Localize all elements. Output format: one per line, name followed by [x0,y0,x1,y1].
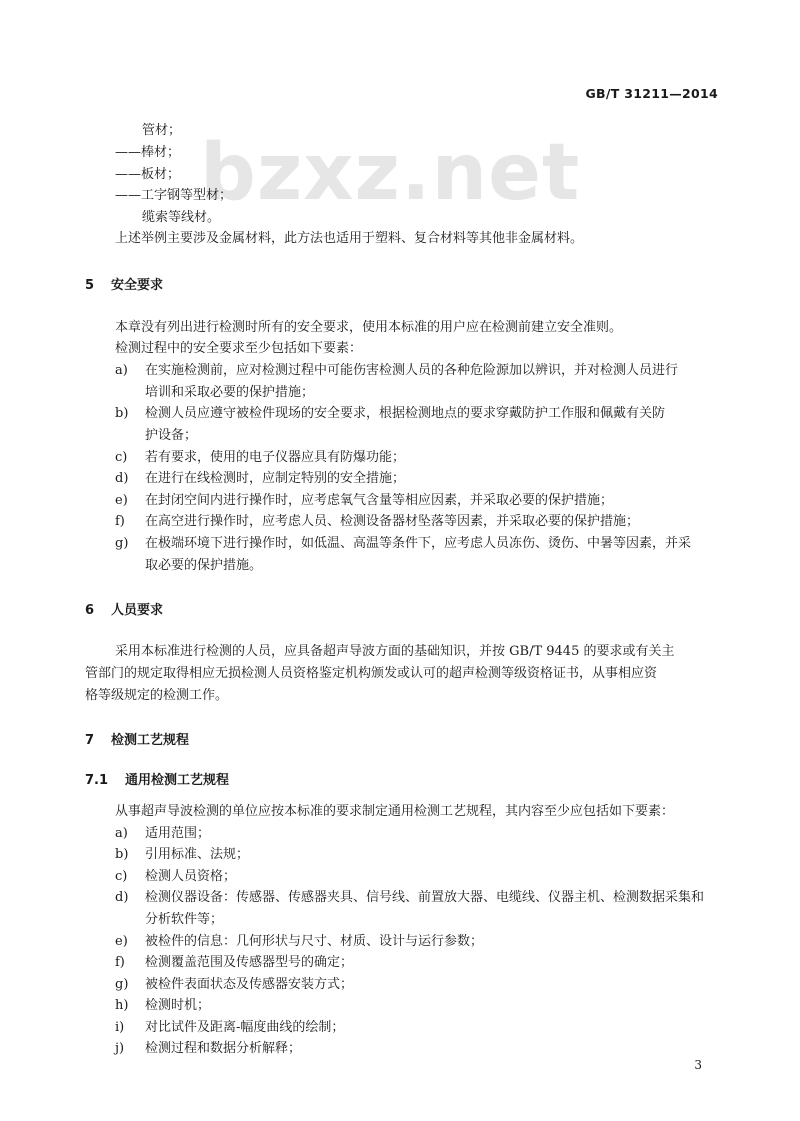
item-text: 在高空进行操作时，应考虑人员、检测设备器材坠落等因素，并采取必要的保护措施； [145,514,640,529]
item-text: 在极端环境下进行操作时，如低温、高温等条件下，应考虑人员冻伤、烫伤、中暑等因素，并采 [145,536,692,551]
paragraph: 本章没有列出进行检测时所有的安全要求，使用本标准的用户应在检测前建立安全准则。 [115,320,623,335]
section-heading-5 [85,274,163,293]
list-item: 管材； [142,123,182,138]
item-text: 检测人员应遵守被检件现场的安全要求，根据检测地点的要求穿戴防护工作服和佩戴有关防 [145,406,666,421]
item-label: d) [115,471,129,486]
item-text: 分析软件等； [145,912,224,927]
paragraph: 采用本标准进行检测的人员，应具备超声导波方面的基础知识，并按 GB/T 9445 的要求或有关主 [115,644,675,659]
item-label: f) [115,514,125,529]
item-text: 适用范围； [145,826,211,841]
section-title: 检测工艺规程 [111,733,190,748]
item-text: 引用标准、法规； [145,847,250,862]
section-title: 安全要求 [111,278,164,293]
paragraph: 检测过程中的安全要求至少包括如下要素： [115,341,363,356]
item-text: 护设备； [145,428,198,443]
paragraph: 从事超声导波检测的单位应按本标准的要求制定通用检测工艺规程，其内容至少应包括如下要素： [115,804,675,819]
section-heading-7 [85,729,189,748]
item-text: 检测仪器设备：传感器、传感器夹具、信号线、前置放大器、电缆线、仪器主机、检测数据采集和 [145,890,705,905]
subsection-heading-7-1 [85,769,229,788]
item-text: 若有要求，使用的电子仪器应具有防爆功能； [145,450,406,465]
item-text: 对比试件及距离-幅度曲线的绘制； [145,1020,345,1035]
paragraph: 管部门的规定取得相应无损检测人员资格鉴定机构颁发或认可的超声检测等级资格证书，从事相应资 [85,666,658,681]
subsection-title: 通用检测工艺规程 [125,773,230,788]
standard-number-header: GB/T 31211—2014 [585,86,718,101]
item-text: 在封闭空间内进行操作时，应考虑氧气含量等相应因素，并采取必要的保护措施； [145,493,614,508]
item-label: i) [115,1020,125,1035]
item-text: 检测时机； [145,998,211,1013]
item-label: f) [115,955,125,970]
item-label: g) [115,536,129,551]
item-label: g) [115,977,129,992]
item-text: 在进行在线检测时，应制定特别的安全措施； [145,471,406,486]
item-label: a) [115,363,128,378]
section-heading-6 [85,599,163,618]
watermark: bzxz.net [200,128,581,218]
item-label: c) [115,869,128,884]
section-number: 7 [85,733,95,748]
item-label: d) [115,890,129,905]
item-label: a) [115,826,128,841]
paragraph: 格等级规定的检测工作。 [85,688,229,703]
section-number: 5 [85,278,95,293]
item-text: 取必要的保护措施。 [145,558,263,573]
list-item: 缆索等线材。 [142,210,221,225]
section-number: 6 [85,603,95,618]
subsection-number: 7.1 [85,773,109,788]
item-label: c) [115,450,128,465]
paragraph: 上述举例主要涉及金属材料，此方法也适用于塑料、复合材料等其他非金属材料。 [115,231,584,246]
item-text: 检测人员资格； [145,869,237,884]
page-number: 3 [694,1058,702,1072]
item-text: 被检件的信息：几何形状与尺寸、材质、设计与运行参数； [145,934,484,949]
item-text: 检测过程和数据分析解释； [145,1041,302,1056]
item-label: e) [115,493,128,508]
item-text: 被检件表面状态及传感器安装方式； [145,977,354,992]
item-text: 培训和采取必要的保护措施； [145,385,315,400]
item-label: j) [115,1041,125,1056]
item-label: h) [115,998,129,1013]
list-item: ——棒材； [115,145,181,160]
item-label: b) [115,406,129,421]
list-item: ——板材； [115,167,181,182]
item-label: e) [115,934,128,949]
item-label: b) [115,847,129,862]
item-text: 检测覆盖范围及传感器型号的确定； [145,955,354,970]
item-text: 在实施检测前，应对检测过程中可能伤害检测人员的各种危险源加以辨识，并对检测人员进行 [145,363,679,378]
section-title: 人员要求 [111,603,164,618]
list-item: ——工字钢等型材； [115,188,233,203]
